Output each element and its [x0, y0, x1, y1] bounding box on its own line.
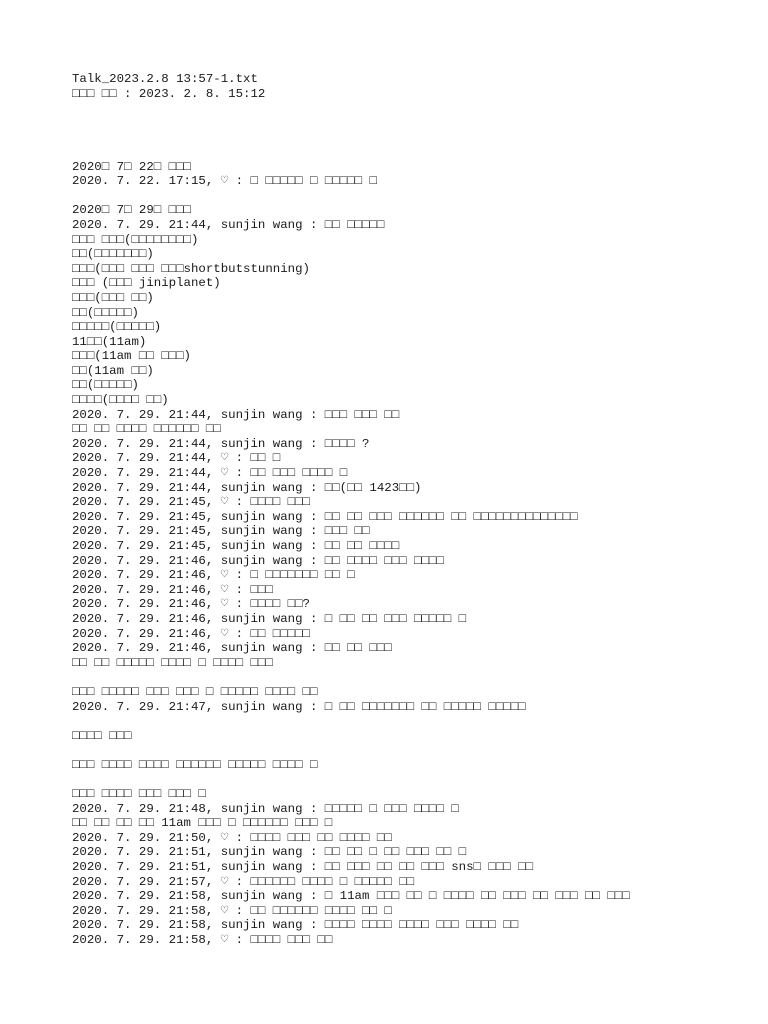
message-continuation: □□□□(□□□□ □□): [72, 393, 169, 408]
chat-message-line: 2020. 7. 29. 21:48, sunjin wang : □□□□□ □ □□□ □□□□ □: [72, 801, 459, 816]
blank-line: [72, 145, 752, 160]
date-separator: 2020□ 7□ 22□ □□□: [72, 159, 191, 174]
chat-message-line: 2020. 7. 29. 21:58, sunjin wang : □ 11am □□□ □□ □ □□□□ □□ □□□ □□ □□□ □□ □□□: [72, 889, 630, 904]
chat-message-line: 2020. 7. 29. 21:44, ♡ : □□ □: [72, 451, 281, 466]
chat-message-line: 2020. 7. 29. 21:44, sunjin wang : □□(□□ 1423□□): [72, 480, 422, 495]
message-continuation: □□□(11am □□ □□□): [72, 349, 191, 364]
message-continuation: □□□ □□□□□ □□□ □□□ □ □□□□□ □□□□ □□: [72, 684, 318, 699]
chat-message-line: 2020. 7. 29. 21:46, sunjin wang : □□ □□ □□□: [72, 641, 392, 656]
message-continuation: □□□□ □□□: [72, 728, 132, 743]
chat-message-line: 2020. 7. 29. 21:58, ♡ : □□□□ □□□ □□: [72, 933, 333, 948]
chat-message-line: 2020. 7. 29. 21:57, ♡ : □□□□□□ □□□□ □ □□□□□ □□: [72, 874, 415, 889]
chat-message-line: 2020. 7. 29. 21:44, sunjin wang : □□□□ ?: [72, 436, 370, 451]
chat-message-line: 2020. 7. 29. 21:44, sunjin wang : □□ □□□□□: [72, 217, 385, 232]
blank-line: [72, 714, 752, 729]
chat-message-line: 2020. 7. 29. 21:51, sunjin wang : □□ □□□ □□ □□ □□□ sns□ □□□ □□: [72, 860, 534, 875]
blank-line: [72, 116, 752, 131]
message-continuation: □□□(□□□ □□□ □□□shortbutstunning): [72, 261, 310, 276]
chat-message-line: 2020. 7. 29. 21:58, ♡ : □□ □□□□□□ □□□□ □□ □: [72, 903, 392, 918]
chat-message-line: 2020. 7. 29. 21:45, sunjin wang : □□ □□ □□□□: [72, 539, 400, 553]
chat-message-line: 2020. 7. 29. 21:45, sunjin wang : □□□ □□: [72, 524, 370, 539]
blank-line: [72, 670, 752, 685]
message-continuation: □□ □□ □□ □□ 11am □□□ □ □□□□□□ □□□ □: [72, 816, 333, 831]
chat-message-line: 2020. 7. 29. 21:46, ♡ : □□□□ □□?: [72, 597, 310, 612]
message-continuation: 11□□(11am): [72, 334, 147, 349]
chat-message-line: 2020. 7. 29. 21:47, sunjin wang : □ □□ □□□□□□□ □□ □□□□□ □□□□□: [72, 699, 526, 714]
message-continuation: □□□(□□□ □□): [72, 290, 154, 305]
message-continuation: □□(□□□□□): [72, 305, 139, 320]
chat-log-body: [72, 101, 752, 947]
message-continuation: □□□ (□□□ jiniplanet): [72, 276, 221, 291]
chat-message-line: 2020. 7. 29. 21:46, ♡ : □□□: [72, 582, 273, 597]
blank-line: [72, 130, 752, 145]
file-title: Talk_2023.2.8 13:57-1.txt: [72, 72, 258, 86]
blank-line: [72, 743, 752, 758]
chat-message-line: 2020. 7. 29. 21:58, sunjin wang : □□□□ □□□□ □□□□ □□□ □□□□ □□: [72, 918, 519, 933]
blank-line: [72, 101, 752, 116]
chat-message-line: 2020. 7. 22. 17:15, ♡ : □ □□□□□ □ □□□□□ □: [72, 174, 377, 189]
chat-message-line: 2020. 7. 29. 21:50, ♡ : □□□□ □□□ □□ □□□□ □□: [72, 830, 392, 845]
chat-message-line: 2020. 7. 29. 21:46, ♡ : □ □□□□□□□ □□ □: [72, 568, 355, 583]
message-continuation: □□□ □□□□ □□□ □□□ □: [72, 787, 206, 802]
chat-message-line: 2020. 7. 29. 21:45, ♡ : □□□□ □□□: [72, 495, 310, 510]
message-continuation: □□(□□□□□□□): [72, 247, 154, 262]
blank-line: [72, 189, 752, 204]
message-continuation: □□ □□ □□□□□ □□□□ □ □□□□ □□□: [72, 655, 273, 670]
chat-message-line: 2020. 7. 29. 21:46, sunjin wang : □□ □□□□ □□□ □□□□: [72, 553, 444, 568]
message-continuation: □□□ □□□□ □□□□ □□□□□□ □□□□□ □□□□ □: [72, 757, 318, 772]
message-continuation: □□(□□□□□): [72, 378, 139, 393]
chat-log-document: [72, 72, 752, 948]
chat-message-line: 2020. 7. 29. 21:46, sunjin wang : □ □□ □□ □□□ □□□□□ □: [72, 611, 467, 626]
blank-line: [72, 773, 752, 788]
message-continuation: □□ □□ □□□□ □□□□□□ □□: [72, 422, 221, 437]
chat-message-line: 2020. 7. 29. 21:51, sunjin wang : □□ □□ □ □□ □□□ □□ □: [72, 845, 467, 860]
save-date-line: □□□ □□ : 2023. 2. 8. 15:12: [72, 86, 266, 101]
chat-message-line: 2020. 7. 29. 21:45, sunjin wang : □□ □□ □□□ □□□□□□ □□ □□□□□□□□□□□□□□: [72, 509, 578, 524]
chat-message-line: 2020. 7. 29. 21:44, ♡ : □□ □□□ □□□□ □: [72, 466, 348, 481]
chat-message-line: 2020. 7. 29. 21:46, ♡ : □□ □□□□□: [72, 626, 310, 641]
chat-message-line: 2020. 7. 29. 21:44, sunjin wang : □□□ □□□ □□: [72, 407, 400, 422]
message-continuation: □□□ □□□(□□□□□□□□): [72, 232, 199, 247]
date-separator: 2020□ 7□ 29□ □□□: [72, 203, 191, 218]
message-continuation: □□□□□(□□□□□): [72, 320, 162, 335]
message-continuation: □□(11am □□): [72, 363, 154, 378]
